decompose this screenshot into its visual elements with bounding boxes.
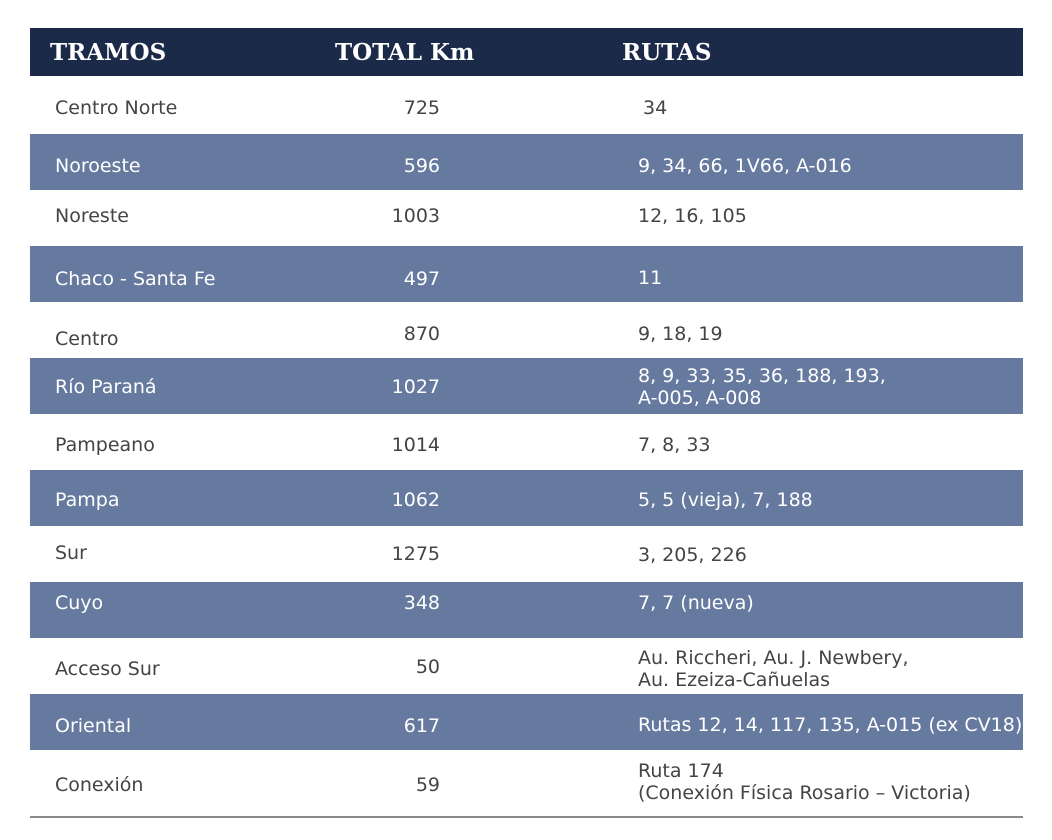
cell-tramo: Centro <box>55 328 119 350</box>
cell-tramo: Noroeste <box>55 155 141 177</box>
cell-km: 1014 <box>391 434 440 456</box>
table-bottom-rule <box>30 816 1023 818</box>
rutas-line: 11 <box>638 267 663 289</box>
rutas-line: 12, 16, 105 <box>638 205 747 227</box>
table-row <box>30 750 1023 814</box>
rutas-line: 9, 18, 19 <box>638 323 723 345</box>
cell-tramo: Pampeano <box>55 434 155 456</box>
table-row <box>30 302 1023 358</box>
cell-rutas <box>638 267 1023 289</box>
table-row <box>30 470 1023 526</box>
header-tramos: TRAMOS <box>50 39 167 66</box>
cell-tramo: Cuyo <box>55 592 104 614</box>
cell-tramo: Acceso Sur <box>55 658 160 680</box>
cell-rutas <box>638 489 1023 511</box>
cell-rutas <box>638 434 1023 456</box>
cell-rutas <box>638 544 1023 566</box>
table-row <box>30 526 1023 582</box>
cell-km: 1003 <box>391 205 440 227</box>
cell-km: 1062 <box>391 489 440 511</box>
table-row <box>30 76 1023 134</box>
cell-tramo: Noreste <box>55 205 129 227</box>
routes-table <box>30 28 1023 814</box>
cell-km: 725 <box>403 97 440 119</box>
rutas-line: (Conexión Física Rosario – Victoria) <box>638 782 971 804</box>
rutas-line: Au. Ezeiza-Cañuelas <box>638 669 831 691</box>
rutas-line: Au. Riccheri, Au. J. Newbery, <box>638 647 909 669</box>
cell-km: 617 <box>403 715 440 737</box>
cell-km: 348 <box>403 592 440 614</box>
cell-rutas <box>638 647 1023 691</box>
header-rutas: RUTAS <box>622 39 712 66</box>
rutas-line: 7, 7 (nueva) <box>638 592 754 614</box>
header-total-km: TOTAL Km <box>335 39 475 66</box>
table-header <box>30 28 1023 76</box>
cell-tramo: Chaco - Santa Fe <box>55 268 216 290</box>
cell-rutas <box>638 323 1023 345</box>
rutas-line: 34 <box>643 97 668 119</box>
cell-tramo: Río Paraná <box>55 376 157 398</box>
table-row <box>30 246 1023 302</box>
rutas-line: A-005, A-008 <box>638 387 762 409</box>
cell-rutas <box>638 365 1023 409</box>
cell-rutas <box>638 205 1023 227</box>
cell-tramo: Conexión <box>55 774 144 796</box>
table-row <box>30 638 1023 694</box>
table-row <box>30 694 1023 750</box>
rutas-line: Rutas 12, 14, 117, 135, A-015 (ex CV18) <box>638 714 1023 736</box>
cell-km: 497 <box>403 268 440 290</box>
cell-rutas <box>638 155 1023 177</box>
table-row <box>30 582 1023 638</box>
cell-km: 1275 <box>391 543 440 565</box>
table-row <box>30 358 1023 414</box>
rutas-line: Ruta 174 <box>638 760 724 782</box>
cell-rutas <box>638 714 1023 736</box>
rutas-line: 5, 5 (vieja), 7, 188 <box>638 489 813 511</box>
cell-tramo: Sur <box>55 542 87 564</box>
cell-km: 59 <box>415 774 440 796</box>
cell-km: 50 <box>415 656 440 678</box>
table-row <box>30 190 1023 246</box>
cell-tramo: Pampa <box>55 489 120 511</box>
table-row <box>30 414 1023 470</box>
rutas-line: 9, 34, 66, 1V66, A-016 <box>638 155 852 177</box>
rutas-line: 8, 9, 33, 35, 36, 188, 193, <box>638 365 886 387</box>
cell-km: 596 <box>403 155 440 177</box>
cell-rutas <box>643 97 1028 119</box>
cell-rutas <box>638 760 1023 804</box>
table-row <box>30 134 1023 190</box>
cell-km: 870 <box>403 323 440 345</box>
cell-tramo: Oriental <box>55 715 132 737</box>
cell-tramo: Centro Norte <box>55 97 178 119</box>
rutas-line: 7, 8, 33 <box>638 434 711 456</box>
cell-rutas <box>638 592 1023 614</box>
rutas-line: 3, 205, 226 <box>638 544 747 566</box>
cell-km: 1027 <box>391 376 440 398</box>
